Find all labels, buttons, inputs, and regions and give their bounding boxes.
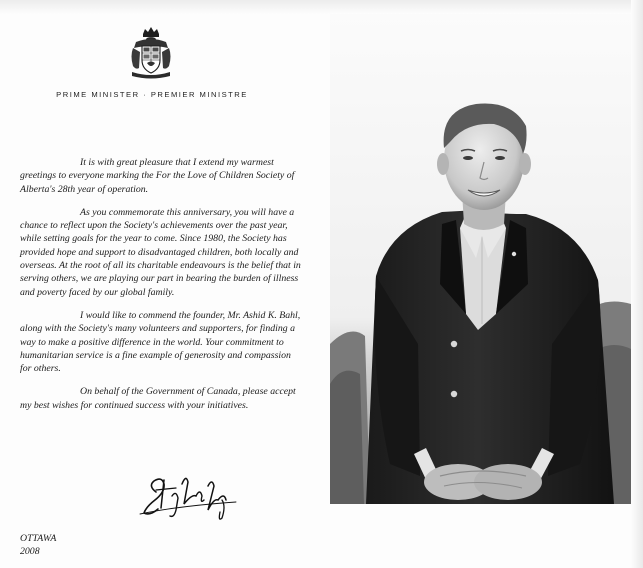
portrait-photo xyxy=(330,14,631,504)
letter-paragraph-3: I would like to commend the founder, Mr. Ashid K. Bahl, along with the Society's many volunteers and supporters, for finding a way to make a positive difference in the world. Your commitment to humanitarian service is a fine example of generosity and compassion for others. xyxy=(20,309,301,375)
closing-location xyxy=(20,532,56,558)
coat-of-arms-icon xyxy=(128,26,174,80)
letter-paragraph-4: On behalf of the Government of Canada, please accept my best wishes for continued success with your initiatives. xyxy=(20,386,296,411)
city-name: OTTAWA xyxy=(20,533,57,544)
scan-shadow-right xyxy=(631,0,643,568)
scan-shadow-top xyxy=(0,0,643,14)
letter-year: 2008 xyxy=(20,546,40,557)
letter-paragraph-2: As you commemorate this anniversary, you will have a chance to reflect upon the Society's achievements over the past year, while setting goals for the year to come. Since 1980, the Society has provided hope and support to disadvantaged children, both locally and overseas. At the root of all its charitable endeavours is the belief that in serving others, we are playing our part in bearing the burden of illness and poverty faced by our global family. xyxy=(20,206,301,298)
letter-paragraph-1: It is with great pleasure that I extend my warmest greetings to everyone marking the For the Love of Children Society of Alberta's 28th year of operation. xyxy=(20,157,295,195)
handwritten-signature xyxy=(138,466,242,526)
office-title: PRIME MINISTER · PREMIER MINISTRE xyxy=(56,90,248,99)
letter-body xyxy=(20,156,302,422)
